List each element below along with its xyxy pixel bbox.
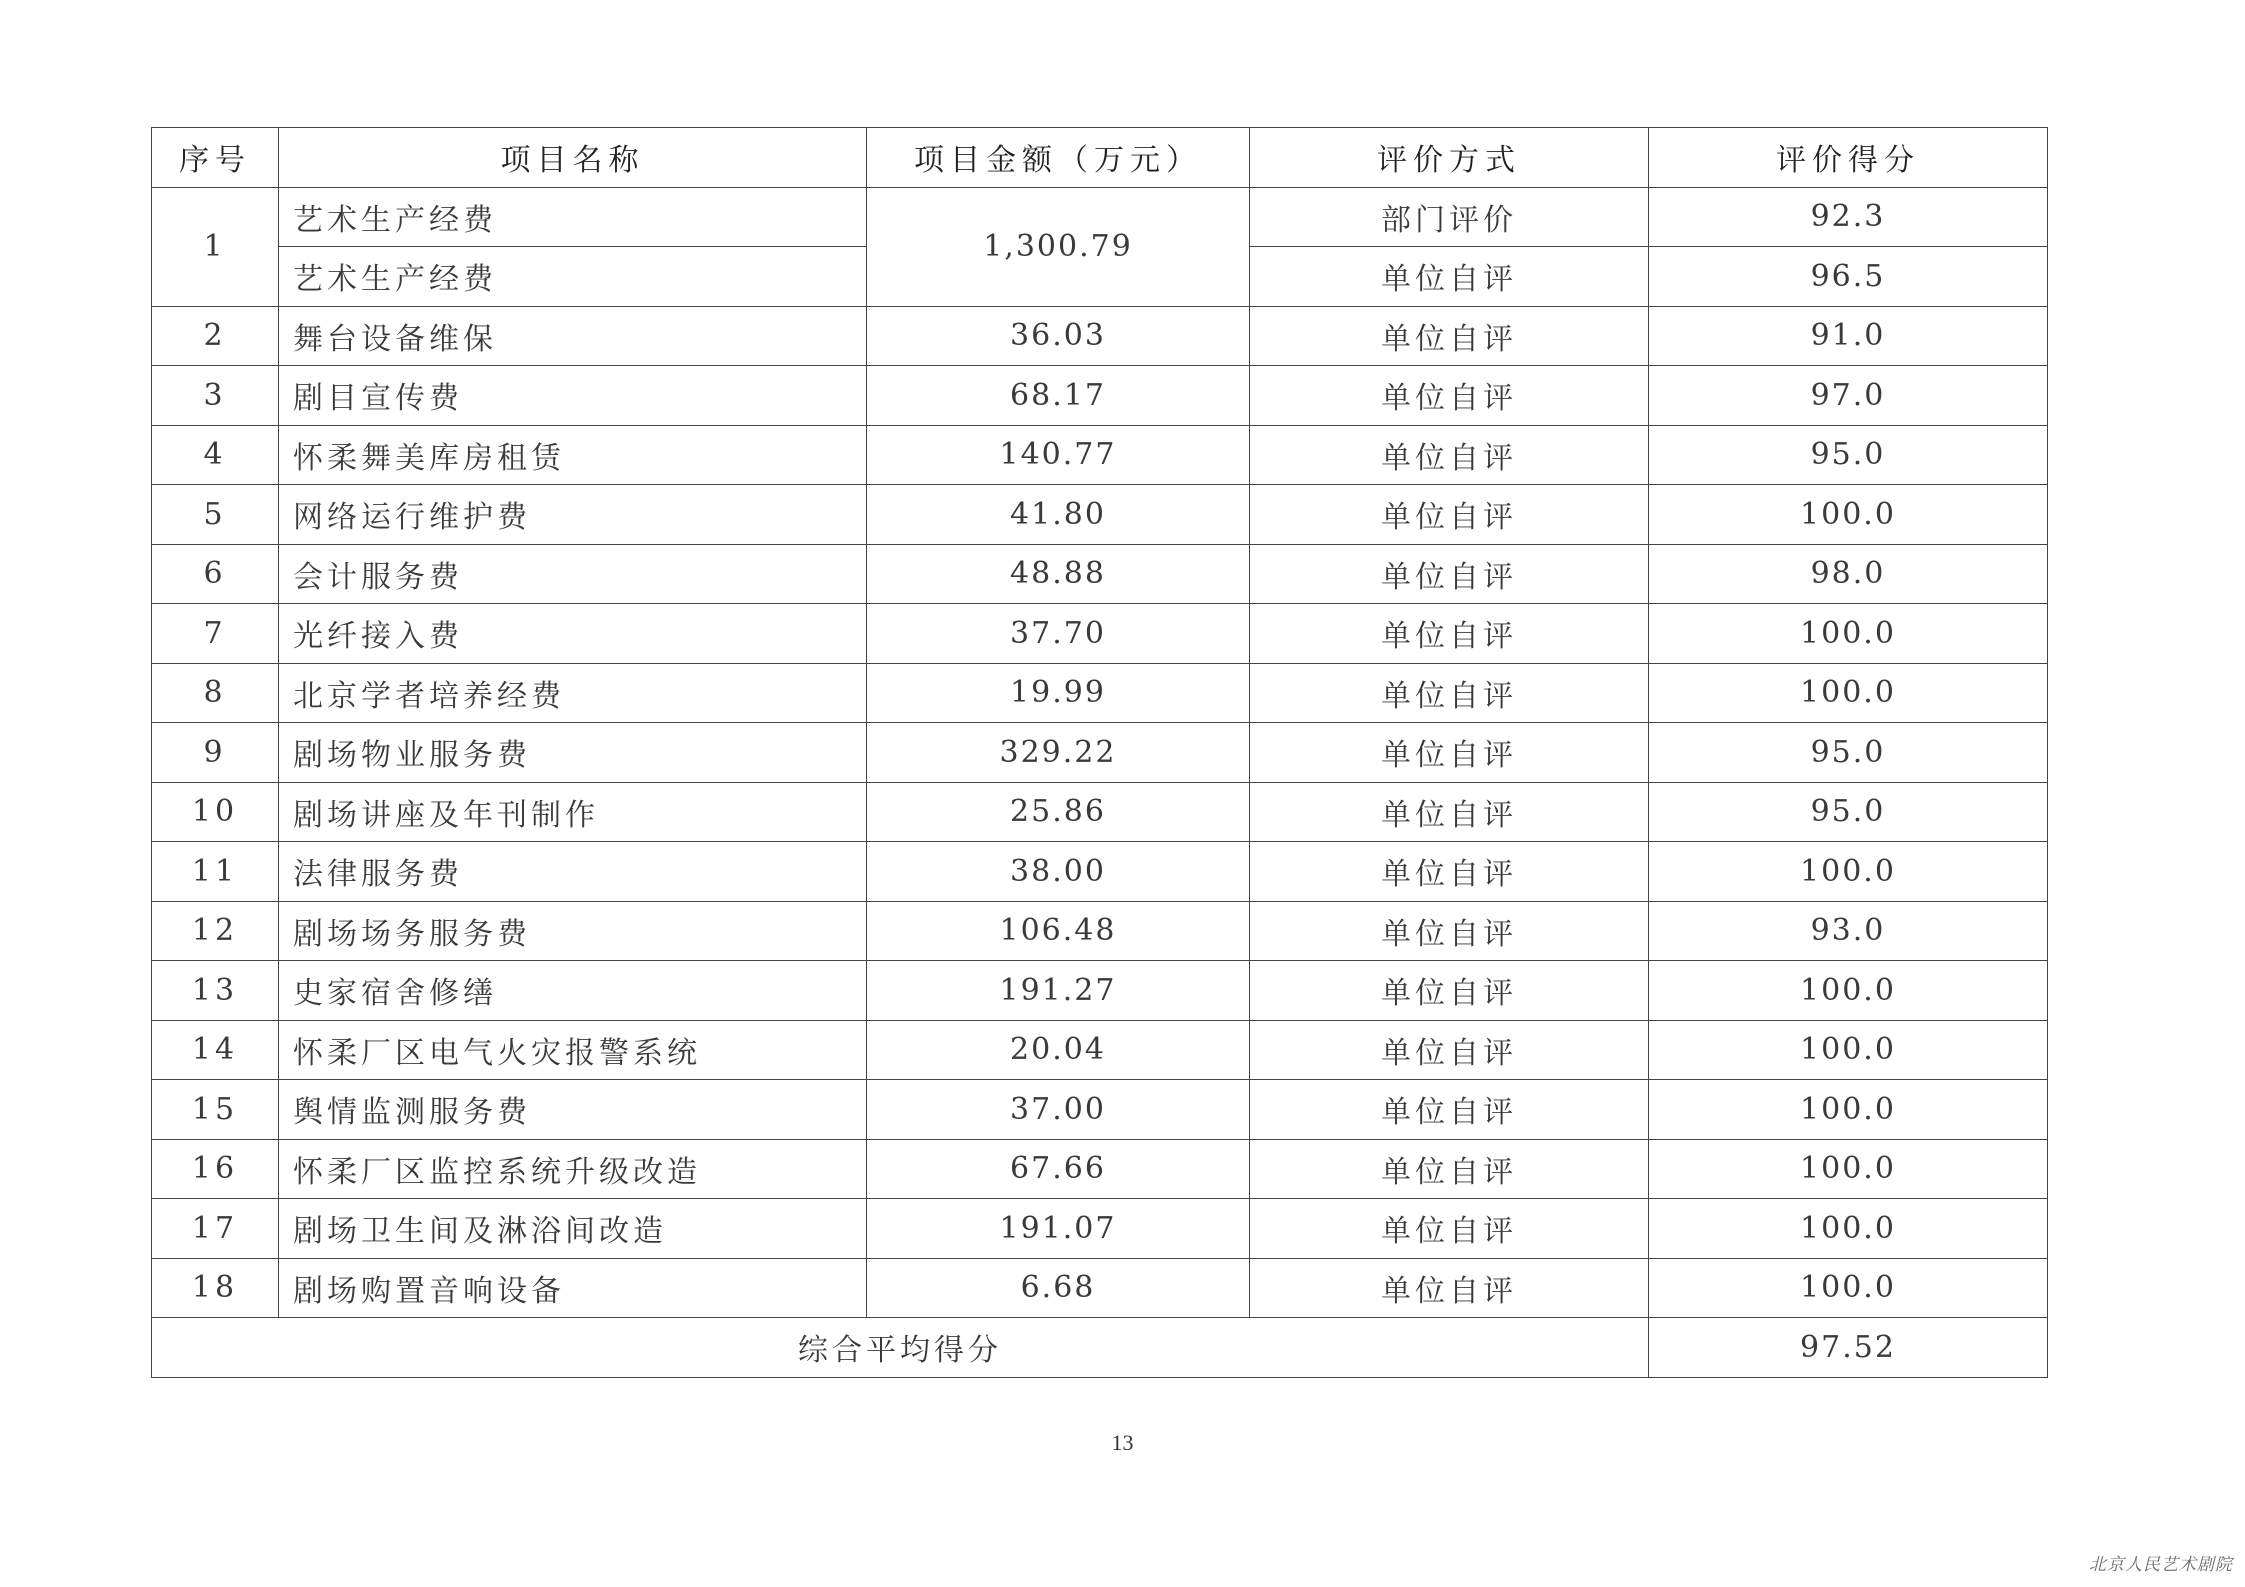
cell-name: 艺术生产经费	[279, 187, 867, 247]
cell-name: 舞台设备维保	[279, 306, 867, 366]
cell-method: 单位自评	[1250, 782, 1649, 842]
cell-amount: 38.00	[867, 842, 1250, 902]
cell-method: 单位自评	[1250, 306, 1649, 366]
table-footer-row	[152, 1318, 2048, 1378]
cell-name: 剧场物业服务费	[279, 723, 867, 783]
cell-index: 11	[152, 842, 279, 902]
cell-method: 单位自评	[1250, 961, 1649, 1021]
average-score-label: 综合平均得分	[152, 1318, 1649, 1378]
cell-name: 史家宿舍修缮	[279, 961, 867, 1021]
header-score: 评价得分	[1649, 128, 2048, 188]
cell-index: 18	[152, 1258, 279, 1318]
cell-name: 北京学者培养经费	[279, 663, 867, 723]
cell-method: 单位自评	[1250, 1139, 1649, 1199]
cell-index: 14	[152, 1020, 279, 1080]
cell-index: 5	[152, 485, 279, 545]
cell-index: 9	[152, 723, 279, 783]
cell-name: 剧场购置音响设备	[279, 1258, 867, 1318]
cell-method: 单位自评	[1250, 663, 1649, 723]
cell-index: 3	[152, 366, 279, 426]
cell-score: 100.0	[1649, 663, 2048, 723]
cell-index: 15	[152, 1080, 279, 1140]
cell-score: 95.0	[1649, 782, 2048, 842]
cell-index: 2	[152, 306, 279, 366]
cell-index: 1	[152, 187, 279, 306]
cell-method: 单位自评	[1250, 604, 1649, 664]
table-row	[152, 842, 2048, 902]
table-row	[152, 961, 2048, 1021]
cell-method: 单位自评	[1250, 1199, 1649, 1259]
header-method: 评价方式	[1250, 128, 1649, 188]
cell-name: 法律服务费	[279, 842, 867, 902]
cell-amount: 48.88	[867, 544, 1250, 604]
cell-score: 97.0	[1649, 366, 2048, 426]
average-score-value: 97.52	[1649, 1318, 2048, 1378]
cell-score: 100.0	[1649, 1199, 2048, 1259]
cell-score: 93.0	[1649, 901, 2048, 961]
cell-score: 92.3	[1649, 187, 2048, 247]
cell-method: 部门评价	[1250, 187, 1649, 247]
cell-name: 剧场场务服务费	[279, 901, 867, 961]
cell-score: 98.0	[1649, 544, 2048, 604]
page-number: 13	[1111, 1430, 1134, 1455]
table-row	[152, 723, 2048, 783]
cell-name: 艺术生产经费	[279, 247, 867, 307]
table-row	[152, 485, 2048, 545]
header-name: 项目名称	[279, 128, 867, 188]
cell-score: 100.0	[1649, 1080, 2048, 1140]
cell-method: 单位自评	[1250, 485, 1649, 545]
cell-amount: 20.04	[867, 1020, 1250, 1080]
cell-index: 16	[152, 1139, 279, 1199]
cell-name: 光纤接入费	[279, 604, 867, 664]
cell-amount: 191.27	[867, 961, 1250, 1021]
cell-index: 8	[152, 663, 279, 723]
cell-method: 单位自评	[1250, 247, 1649, 307]
cell-method: 单位自评	[1250, 901, 1649, 961]
cell-amount: 68.17	[867, 366, 1250, 426]
table-row	[152, 1020, 2048, 1080]
cell-score: 100.0	[1649, 1258, 2048, 1318]
cell-name: 怀柔厂区监控系统升级改造	[279, 1139, 867, 1199]
cell-index: 6	[152, 544, 279, 604]
table-row	[152, 366, 2048, 426]
cell-amount: 329.22	[867, 723, 1250, 783]
cell-name: 网络运行维护费	[279, 485, 867, 545]
header-index: 序号	[152, 128, 279, 188]
cell-name: 会计服务费	[279, 544, 867, 604]
cell-name: 剧场卫生间及淋浴间改造	[279, 1199, 867, 1259]
cell-score: 100.0	[1649, 961, 2048, 1021]
cell-amount: 19.99	[867, 663, 1250, 723]
cell-name: 舆情监测服务费	[279, 1080, 867, 1140]
watermark-logo: 北京人民艺术剧院	[2089, 1555, 2233, 1575]
cell-amount: 37.00	[867, 1080, 1250, 1140]
table-row	[152, 663, 2048, 723]
evaluation-table-container	[151, 127, 2048, 1378]
cell-index: 4	[152, 425, 279, 485]
table-row	[152, 1080, 2048, 1140]
evaluation-table	[151, 127, 2048, 1378]
cell-score: 91.0	[1649, 306, 2048, 366]
table-row	[152, 1199, 2048, 1259]
cell-amount: 191.07	[867, 1199, 1250, 1259]
table-row	[152, 306, 2048, 366]
cell-score: 100.0	[1649, 1139, 2048, 1199]
cell-amount: 25.86	[867, 782, 1250, 842]
table-row	[152, 1258, 2048, 1318]
cell-score: 100.0	[1649, 842, 2048, 902]
cell-amount: 37.70	[867, 604, 1250, 664]
cell-method: 单位自评	[1250, 723, 1649, 783]
cell-score: 100.0	[1649, 485, 2048, 545]
cell-method: 单位自评	[1250, 842, 1649, 902]
cell-score: 100.0	[1649, 1020, 2048, 1080]
cell-score: 100.0	[1649, 604, 2048, 664]
cell-amount: 106.48	[867, 901, 1250, 961]
cell-index: 10	[152, 782, 279, 842]
header-amount: 项目金额（万元）	[867, 128, 1250, 188]
cell-amount: 36.03	[867, 306, 1250, 366]
cell-method: 单位自评	[1250, 1080, 1649, 1140]
cell-score: 95.0	[1649, 723, 2048, 783]
table-row	[152, 604, 2048, 664]
cell-index: 13	[152, 961, 279, 1021]
cell-name: 剧场讲座及年刊制作	[279, 782, 867, 842]
table-row	[152, 901, 2048, 961]
table-row	[152, 187, 2048, 247]
cell-score: 96.5	[1649, 247, 2048, 307]
cell-amount: 6.68	[867, 1258, 1250, 1318]
cell-name: 怀柔厂区电气火灾报警系统	[279, 1020, 867, 1080]
table-row	[152, 1139, 2048, 1199]
cell-amount: 140.77	[867, 425, 1250, 485]
cell-index: 12	[152, 901, 279, 961]
table-row	[152, 782, 2048, 842]
cell-amount: 1,300.79	[867, 187, 1250, 306]
cell-method: 单位自评	[1250, 1020, 1649, 1080]
cell-score: 95.0	[1649, 425, 2048, 485]
table-row	[152, 425, 2048, 485]
cell-index: 7	[152, 604, 279, 664]
cell-method: 单位自评	[1250, 425, 1649, 485]
table-header-row	[152, 128, 2048, 188]
table-row	[152, 544, 2048, 604]
cell-amount: 67.66	[867, 1139, 1250, 1199]
cell-name: 怀柔舞美库房租赁	[279, 425, 867, 485]
cell-amount: 41.80	[867, 485, 1250, 545]
cell-name: 剧目宣传费	[279, 366, 867, 426]
cell-method: 单位自评	[1250, 1258, 1649, 1318]
cell-index: 17	[152, 1199, 279, 1259]
cell-method: 单位自评	[1250, 544, 1649, 604]
cell-method: 单位自评	[1250, 366, 1649, 426]
